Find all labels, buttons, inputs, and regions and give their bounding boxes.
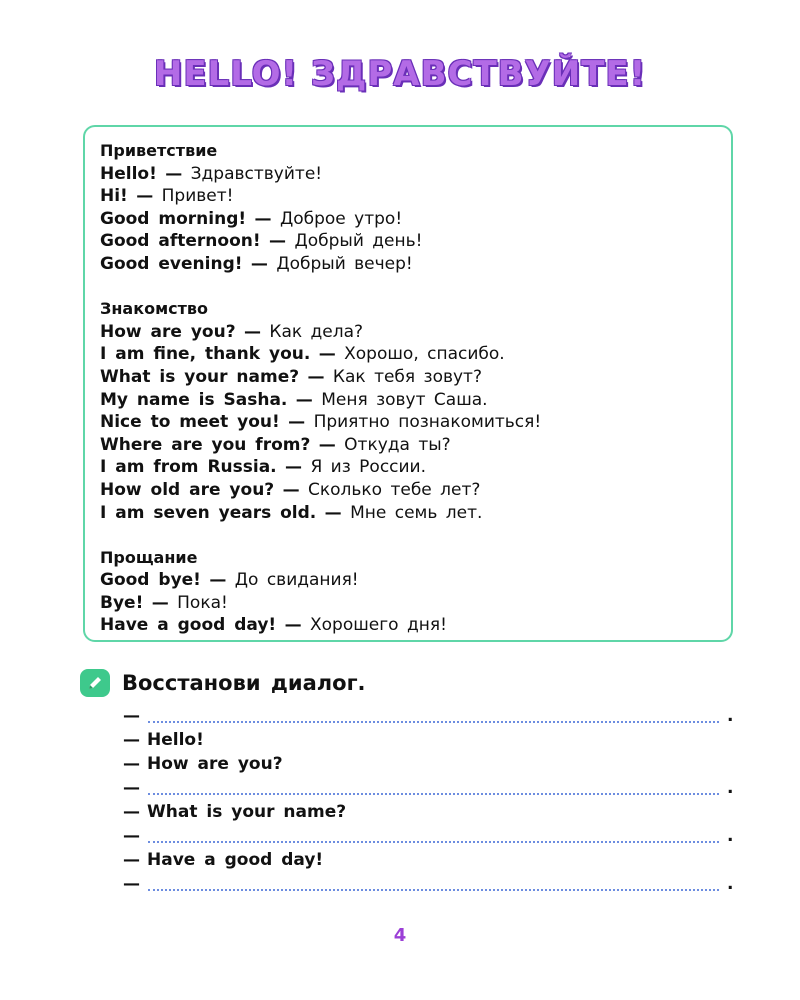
phrase-dash: — bbox=[136, 186, 154, 207]
dialog-dash: — bbox=[123, 778, 140, 798]
task-header bbox=[80, 668, 740, 702]
phrase-row bbox=[100, 253, 731, 276]
line-end-dot: . bbox=[727, 826, 734, 846]
phrase-dash: — bbox=[282, 479, 300, 500]
dialog-line-blank bbox=[123, 824, 743, 848]
phrase-dash: — bbox=[165, 163, 183, 184]
phrase-russian: Меня зовут Саша. bbox=[321, 389, 488, 410]
phrase-russian: Добрый вечер! bbox=[276, 253, 413, 274]
answer-blank[interactable] bbox=[148, 704, 719, 723]
phrase-english: Hi! bbox=[100, 186, 128, 207]
phrase-russian: Как дела? bbox=[269, 321, 364, 342]
phrase-russian: Привет! bbox=[161, 186, 234, 207]
phrase-row bbox=[100, 163, 731, 186]
dialog-text: Hello! bbox=[147, 730, 204, 750]
phrase-english: Bye! bbox=[100, 592, 144, 613]
dialog-dash: — bbox=[123, 706, 140, 726]
phrase-english: My name is Sasha. bbox=[100, 389, 288, 410]
phrase-dash: — bbox=[318, 434, 336, 455]
phrase-russian: Хорошего дня! bbox=[310, 615, 447, 636]
answer-blank[interactable] bbox=[148, 776, 719, 795]
dialog-text: Have a good day! bbox=[147, 850, 324, 870]
dialog-dash: — bbox=[123, 802, 140, 822]
section-heading: Знакомство bbox=[100, 299, 209, 319]
phrase-russian: Здравствуйте! bbox=[190, 163, 323, 184]
phrase-dash: — bbox=[243, 321, 261, 342]
dialog-dash: — bbox=[123, 826, 140, 846]
dialog-text: How are you? bbox=[147, 754, 283, 774]
phrase-english: I am seven years old. bbox=[100, 502, 317, 523]
dialog-dash: — bbox=[123, 754, 140, 774]
phrasebook-box bbox=[83, 125, 733, 642]
phrase-row bbox=[100, 592, 731, 615]
dialog-line bbox=[123, 848, 743, 872]
dialog-dash: — bbox=[123, 850, 140, 870]
phrase-row bbox=[100, 230, 731, 253]
phrase-russian: Откуда ты? bbox=[344, 434, 451, 455]
phrase-row bbox=[100, 366, 731, 389]
dialog-line bbox=[123, 752, 743, 776]
dialog-text: What is your name? bbox=[147, 802, 347, 822]
dialog-line bbox=[123, 800, 743, 824]
phrase-row bbox=[100, 185, 731, 208]
phrase-russian: Как тебя зовут? bbox=[332, 366, 482, 387]
phrase-dash: — bbox=[324, 502, 342, 523]
phrase-russian: Приятно познакомиться! bbox=[313, 412, 542, 433]
dialog-line bbox=[123, 728, 743, 752]
answer-blank[interactable] bbox=[148, 872, 719, 891]
phrase-row bbox=[100, 479, 731, 502]
phrase-russian: Я из России. bbox=[310, 457, 427, 478]
phrase-dash: — bbox=[295, 389, 313, 410]
phrase-russian: Доброе утро! bbox=[279, 208, 403, 229]
phrase-english: Good morning! bbox=[100, 208, 247, 229]
phrase-row bbox=[100, 321, 731, 344]
phrase-english: Where are you from? bbox=[100, 434, 311, 455]
phrase-row bbox=[100, 389, 731, 412]
dialog-dash: — bbox=[123, 874, 140, 894]
phrase-dash: — bbox=[285, 457, 303, 478]
phrase-dash: — bbox=[250, 253, 268, 274]
phrase-english: I am fine, thank you. bbox=[100, 344, 311, 365]
phrase-row bbox=[100, 434, 731, 457]
section-acquaintance bbox=[100, 298, 731, 524]
phrase-english: Good afternoon! bbox=[100, 231, 261, 252]
phrase-russian: Хорошо, спасибо. bbox=[344, 344, 505, 365]
pencil-icon bbox=[80, 669, 110, 697]
phrase-dash: — bbox=[318, 344, 336, 365]
section-farewell bbox=[100, 547, 731, 637]
phrase-dash: — bbox=[307, 366, 325, 387]
phrase-english: How are you? bbox=[100, 321, 236, 342]
phrase-row bbox=[100, 456, 731, 479]
task-title: Восстанови диалог. bbox=[122, 671, 366, 695]
phrase-row bbox=[100, 614, 731, 637]
phrase-dash: — bbox=[288, 412, 306, 433]
dialog-exercise bbox=[123, 704, 743, 896]
phrase-english: How old are you? bbox=[100, 479, 275, 500]
phrase-english: Hello! bbox=[100, 163, 157, 184]
dialog-line-blank bbox=[123, 872, 743, 896]
phrase-row bbox=[100, 343, 731, 366]
phrase-dash: — bbox=[209, 570, 227, 591]
phrase-row bbox=[100, 411, 731, 434]
dialog-line-blank bbox=[123, 704, 743, 728]
phrase-english: Good bye! bbox=[100, 570, 201, 591]
answer-blank[interactable] bbox=[148, 824, 719, 843]
dialog-dash: — bbox=[123, 730, 140, 750]
phrase-russian: Мне семь лет. bbox=[350, 502, 483, 523]
phrase-dash: — bbox=[151, 592, 169, 613]
phrase-russian: До свидания! bbox=[234, 570, 359, 591]
phrase-dash: — bbox=[284, 615, 302, 636]
phrase-english: Nice to meet you! bbox=[100, 412, 280, 433]
line-end-dot: . bbox=[727, 778, 734, 798]
phrase-row bbox=[100, 208, 731, 231]
line-end-dot: . bbox=[727, 874, 734, 894]
phrase-dash: — bbox=[254, 208, 272, 229]
phrase-english: Have a good day! bbox=[100, 615, 277, 636]
phrase-russian: Добрый день! bbox=[294, 231, 423, 252]
phrase-english: What is your name? bbox=[100, 366, 300, 387]
page-title: HELLO! ЗДРАВСТВУЙТЕ! bbox=[153, 54, 647, 94]
line-end-dot: . bbox=[727, 706, 734, 726]
section-heading: Приветствие bbox=[100, 141, 218, 160]
phrase-russian: Пока! bbox=[177, 592, 228, 613]
phrase-dash: — bbox=[269, 231, 287, 252]
section-heading: Прощание bbox=[100, 547, 198, 567]
page-number: 4 bbox=[393, 925, 407, 946]
phrase-russian: Сколько тебе лет? bbox=[307, 479, 481, 500]
section-greeting bbox=[100, 140, 731, 276]
phrase-row bbox=[100, 569, 731, 592]
phrase-english: I am from Russia. bbox=[100, 457, 277, 478]
phrase-row bbox=[100, 502, 731, 525]
phrase-english: Good evening! bbox=[100, 253, 243, 274]
dialog-line-blank bbox=[123, 776, 743, 800]
